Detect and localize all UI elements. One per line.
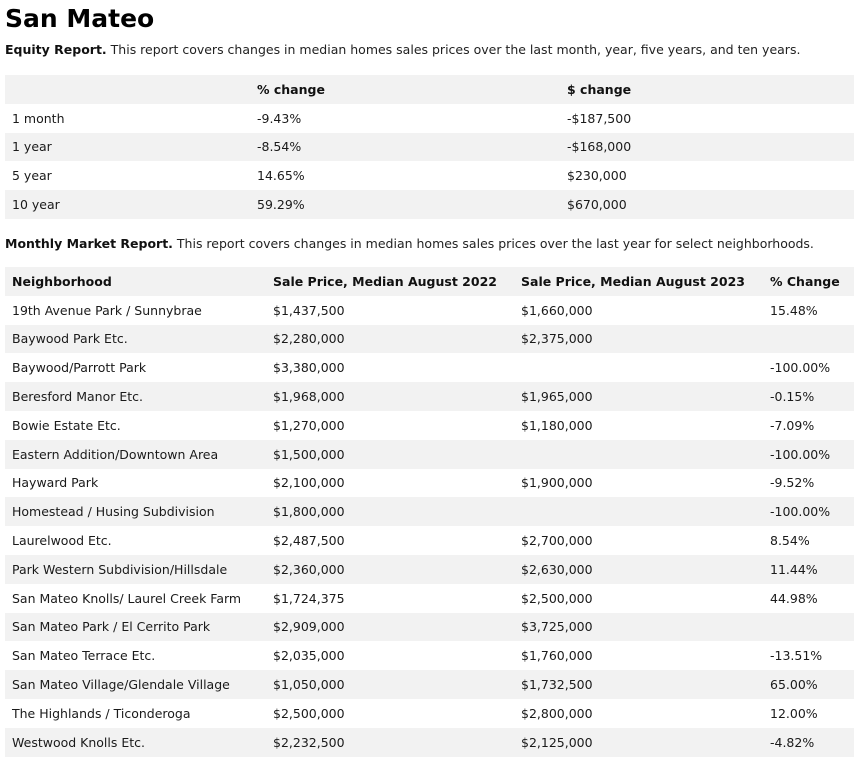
price-2023-cell <box>514 497 763 526</box>
price-2023-cell: $1,180,000 <box>521 417 593 433</box>
neighborhood-row <box>5 584 854 613</box>
equity-report-description: This report covers changes in median homes sales prices over the last month, year, five years, and ten years. <box>106 42 801 57</box>
neighborhood-cell: Park Western Subdivision/Hillsdale <box>12 561 228 577</box>
market-table-body <box>5 296 854 757</box>
neighborhood-cell: Baywood Park Etc. <box>12 331 128 347</box>
neighborhood-row <box>5 296 854 325</box>
neighborhood-cell: 19th Avenue Park / Sunnybrae <box>12 302 202 318</box>
price-2022-cell: $1,968,000 <box>273 389 345 405</box>
neighborhood-row <box>5 526 854 555</box>
neighborhood-row <box>5 641 854 670</box>
market-header-pct-change: % Change <box>770 273 840 289</box>
price-2022-cell: $2,360,000 <box>273 561 345 577</box>
neighborhood-cell: San Mateo Village/Glendale Village <box>12 677 230 693</box>
pct-change-cell: 44.98% <box>770 590 818 606</box>
period-cell: 1 month <box>12 110 65 126</box>
equity-header-dollar-change: $ change <box>567 81 632 97</box>
price-2023-cell: $2,630,000 <box>521 561 593 577</box>
neighborhood-row <box>5 699 854 728</box>
neighborhood-row <box>5 497 854 526</box>
neighborhood-cell: San Mateo Park / El Cerrito Park <box>12 619 211 635</box>
dollar-change-cell: -$168,000 <box>567 139 632 155</box>
neighborhood-cell: Westwood Knolls Etc. <box>12 734 146 750</box>
price-2023-cell <box>514 353 763 382</box>
pct-change-cell: -100.00% <box>770 360 831 376</box>
dollar-change-cell: -$187,500 <box>567 110 632 126</box>
market-header-price-2022: Sale Price, Median August 2022 <box>273 273 497 289</box>
neighborhood-cell: Beresford Manor Etc. <box>12 389 143 405</box>
price-2023-cell <box>514 440 763 469</box>
pct-change-cell: -7.09% <box>770 417 815 433</box>
equity-row <box>5 104 854 133</box>
price-2023-cell: $2,125,000 <box>521 734 593 750</box>
price-2022-cell: $2,280,000 <box>273 331 345 347</box>
equity-report-label: Equity Report. <box>5 42 107 57</box>
period-cell: 5 year <box>12 168 52 184</box>
neighborhood-cell: Eastern Addition/Downtown Area <box>12 446 219 462</box>
equity-table <box>5 75 854 219</box>
pct-change-cell: -100.00% <box>770 504 831 520</box>
equity-report-intro <box>5 42 854 58</box>
neighborhood-cell: Bowie Estate Etc. <box>12 417 121 433</box>
neighborhood-row <box>5 728 854 757</box>
pct-change-cell: 8.54% <box>770 533 810 549</box>
pct-change-cell: -9.52% <box>770 475 815 491</box>
market-header-price-2023: Sale Price, Median August 2023 <box>521 273 745 289</box>
neighborhood-cell: San Mateo Terrace Etc. <box>12 648 156 664</box>
neighborhood-cell: Baywood/Parrott Park <box>12 360 147 376</box>
price-2023-cell: $3,725,000 <box>521 619 593 635</box>
price-2023-cell: $2,500,000 <box>521 590 593 606</box>
price-2023-cell: $1,732,500 <box>521 677 593 693</box>
price-2023-cell: $2,375,000 <box>521 331 593 347</box>
price-2023-cell: $2,800,000 <box>521 705 593 721</box>
equity-row <box>5 190 854 219</box>
neighborhood-row <box>5 440 854 469</box>
equity-row <box>5 161 854 190</box>
pct-change-cell: -100.00% <box>770 446 831 462</box>
market-header-neighborhood: Neighborhood <box>12 273 112 289</box>
price-2023-cell: $1,965,000 <box>521 389 593 405</box>
price-2022-cell: $1,800,000 <box>273 504 345 520</box>
neighborhood-row <box>5 325 854 354</box>
period-cell: 1 year <box>12 139 52 155</box>
price-2023-cell: $1,760,000 <box>521 648 593 664</box>
pct-change-cell: 65.00% <box>770 677 818 693</box>
price-2022-cell: $2,035,000 <box>273 648 345 664</box>
market-header-row <box>5 267 854 296</box>
neighborhood-row <box>5 555 854 584</box>
neighborhood-row <box>5 670 854 699</box>
market-report-description: This report covers changes in median homes sales prices over the last year for select neighborhoods. <box>172 235 814 251</box>
neighborhood-cell: Hayward Park <box>12 475 99 491</box>
pct-change-cell: 15.48% <box>770 302 818 318</box>
neighborhood-cell: Homestead / Husing Subdivision <box>12 504 215 520</box>
price-2022-cell: $3,380,000 <box>273 360 345 376</box>
pct-change-cell: -4.82% <box>770 734 815 750</box>
page-title: San Mateo <box>5 4 155 33</box>
dollar-change-cell: $670,000 <box>567 197 627 213</box>
pct-change-cell: 59.29% <box>257 197 305 213</box>
neighborhood-cell: Laurelwood Etc. <box>12 533 112 549</box>
neighborhood-row <box>5 613 854 642</box>
price-2022-cell: $2,500,000 <box>273 705 345 721</box>
price-2023-cell: $2,700,000 <box>521 533 593 549</box>
pct-change-cell: -9.43% <box>257 110 302 126</box>
price-2022-cell: $2,232,500 <box>273 734 345 750</box>
equity-header-row <box>5 75 854 104</box>
pct-change-cell: 14.65% <box>257 168 305 184</box>
price-2023-cell: $1,900,000 <box>521 475 593 491</box>
market-table <box>5 267 854 757</box>
neighborhood-row <box>5 353 854 382</box>
pct-change-cell <box>763 325 854 354</box>
market-report-label: Monthly Market Report. <box>5 235 173 251</box>
market-report-intro <box>5 236 854 252</box>
equity-header-period <box>5 75 250 104</box>
pct-change-cell: -13.51% <box>770 648 823 664</box>
pct-change-cell <box>763 613 854 642</box>
price-2022-cell: $1,437,500 <box>273 302 345 318</box>
pct-change-cell: -8.54% <box>257 139 302 155</box>
neighborhood-row <box>5 382 854 411</box>
pct-change-cell: 11.44% <box>770 561 818 577</box>
price-2022-cell: $1,270,000 <box>273 417 345 433</box>
period-cell: 10 year <box>12 197 60 213</box>
price-2022-cell: $2,487,500 <box>273 533 345 549</box>
equity-table-body <box>5 104 854 219</box>
equity-header-pct-change: % change <box>257 81 325 97</box>
price-2022-cell: $2,909,000 <box>273 619 345 635</box>
neighborhood-row <box>5 469 854 498</box>
price-2022-cell: $1,500,000 <box>273 446 345 462</box>
pct-change-cell: -0.15% <box>770 389 815 405</box>
price-2023-cell: $1,660,000 <box>521 302 593 318</box>
neighborhood-cell: San Mateo Knolls/ Laurel Creek Farm <box>12 590 242 606</box>
price-2022-cell: $1,724,375 <box>273 590 345 606</box>
equity-row <box>5 133 854 162</box>
price-2022-cell: $2,100,000 <box>273 475 345 491</box>
neighborhood-row <box>5 411 854 440</box>
price-2022-cell: $1,050,000 <box>273 677 345 693</box>
pct-change-cell: 12.00% <box>770 705 818 721</box>
neighborhood-cell: The Highlands / Ticonderoga <box>12 705 191 721</box>
dollar-change-cell: $230,000 <box>567 168 627 184</box>
